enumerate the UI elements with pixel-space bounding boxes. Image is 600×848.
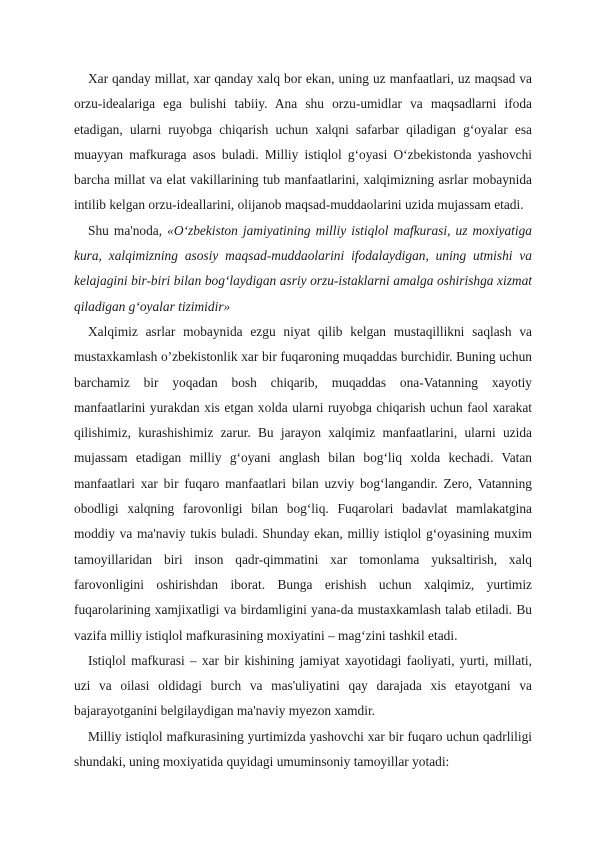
document-page: [74, 66, 532, 774]
paragraph-ideology-criterion: Istiqlol mafkurasi – xar bir kishining jamiyat xayotidagi faoliyati, yurti, millati, uzi va oilasi oldidagi burch va mas'uliyatini qay darajada xis etayotgani va bajarayotganini belgilaydigan ma'naviy myezon xamdir.: [74, 652, 532, 719]
paragraph-duty: Xalqimiz asrlar mobaynida ezgu niyat qilib kelgan mustaqillikni saqlash va mustaxkamlash o’zbekistonlik xar bir fuqaroning muqaddas burchidir. Buning uchun barchamiz bir yoqadan bosh chiqarib, muqaddas ona-Vatanning xayotiy manfaatlarini yurakdan xis etgan xolda ularni ruyobga chiqarish uchun faol xarakat qilishimiz, kurashishimiz zarur. Bu jarayon xalqimiz manfaatlarini, ularni uzida mujassam etadigan milliy g‘oyani anglash bilan bog‘liq xolda kechadi. Vatan manfaatlari xar bir fuqaro manfaatlari bilan uzviy bog‘langandir. Zero, Vatanning obodligi xalqning farovonligi bilan bog‘liq. Fuqarolari badavlat mamlakatgina moddiy va ma'naviy tukis buladi. Shunday ekan, milliy istiqlol g‘oyasining muxim tamoyillaridan biri inson qadr-qimmatini xar tomonlama yuksaltirish, xalq farovonligini oshirishdan iborat. Bunga erishish uchun xalqimiz, yurtimiz fuqarolarining xamjixatligi va birdamligini yana-da mustaxkamlash talab etiladi. Bu vazifa milliy istiqlol mafkurasining moxiyatini – mag‘zini tashkil etadi.: [74, 323, 532, 643]
definition-lead: Shu ma'noda,: [88, 222, 168, 238]
paragraph-principles-intro: Milliy istiqlol mafkurasining yurtimizda yashovchi xar bir fuqaro uchun qadrliligi shundaki, uning moxiyatida quyidagi umuminsoniy tamoyillar yotadi:: [74, 728, 532, 770]
definition-quote: «O‘zbekiston jamiyatining milliy istiqlol mafkurasi, uz moxiyatiga kura, xalqimizning asosiy maqsad-muddaolarini ifodalaydigan, uning utmishi va kelajagini bir-biri bilan bog‘laydigan asriy orzu-istaklarni amalga oshirishga xizmat qiladigan g‘oyalar tizimidir»: [74, 222, 533, 314]
paragraph-intro: Xar qanday millat, xar qanday xalq bor ekan, uning uz manfaatlari, uz maqsad va orzu-idealariga ega bulishi tabiiy. Ana shu orzu-umidlar va maqsadlarni ifoda etadigan, ularni ruyobga chiqarish uchun xalqni safarbar qiladigan g‘oyalar esa muayyan mafkuraga asos buladi. Milliy istiqlol g‘oyasi O‘zbekistonda yashovchi barcha millat va elat vakillarining tub manfaatlarini, xalqimizning asrlar mobaynida intilib kelgan orzu-ideallarini, olijanob maqsad-muddaolarini uzida mujassam etadi.: [74, 71, 532, 213]
paragraph-definition: [74, 218, 532, 319]
